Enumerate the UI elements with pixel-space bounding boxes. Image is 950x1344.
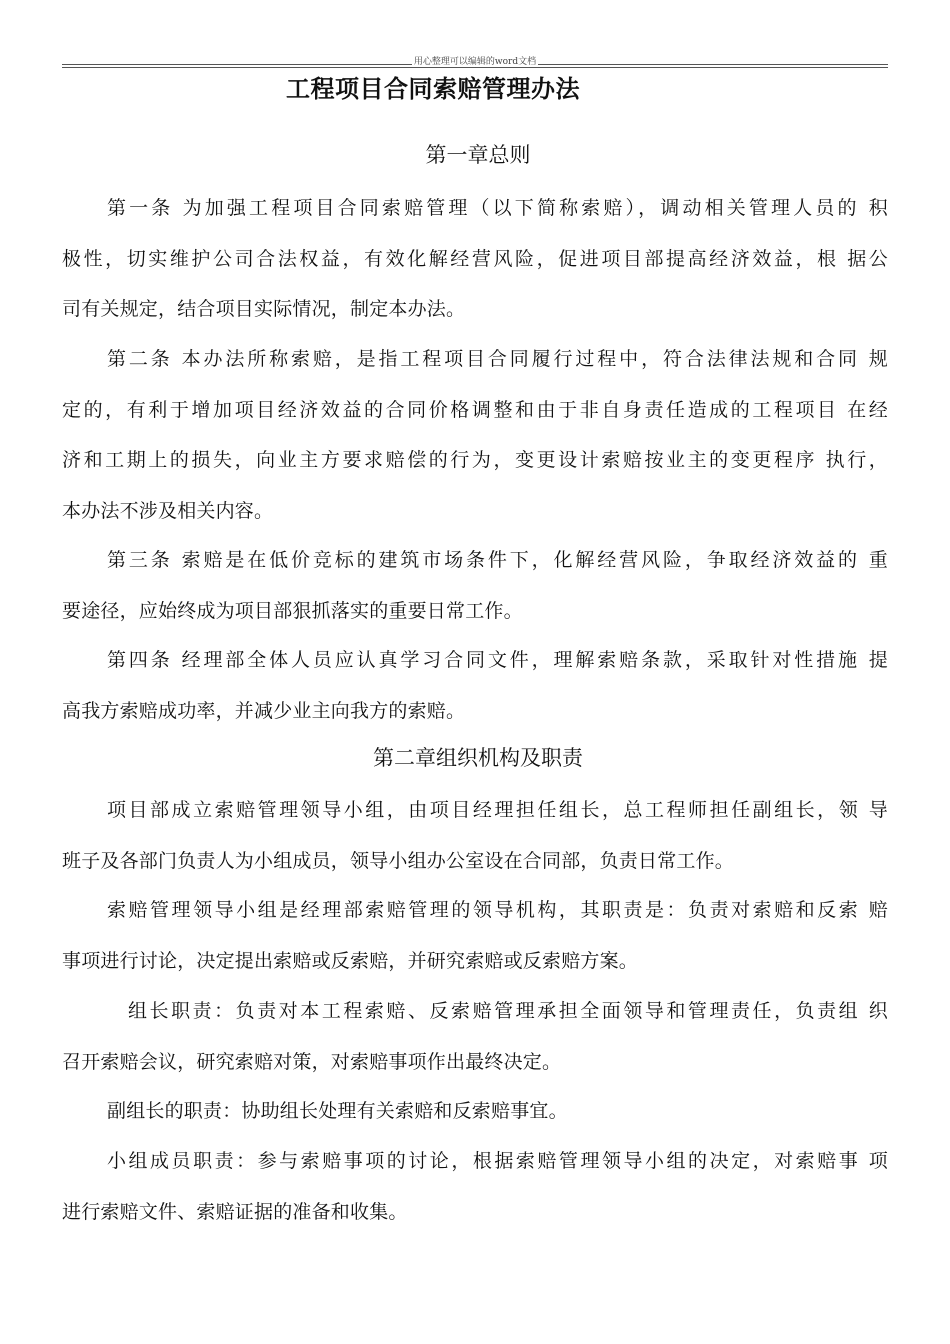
article-3-line-2: 要途径，应始终成为项目部狠抓落实的重要日常工作。	[62, 599, 523, 622]
header-note-text: 用心整理可以编辑的word文档	[413, 57, 537, 67]
chapter-2-para-2-line-2: 事项进行讨论，决定提出索赔或反索赔，并研究索赔或反索赔方案。	[62, 949, 639, 972]
article-1-line-3: 司有关规定，结合项目实际情况，制定本办法。	[62, 298, 466, 320]
article-2-line-3: 济和工期上的损失，向业主方要求赔偿的行为，变更设计索赔按业主的变更程序 执行，	[62, 449, 888, 471]
article-1	[62, 183, 888, 335]
article-4	[62, 635, 888, 736]
chapter-2-para-2	[62, 885, 888, 986]
article-4-line-1: 第四条 经理部全体人员应认真学习合同文件，理解索赔条款，采取针对性措施 提	[107, 649, 888, 671]
article-3-line-1: 第三条 索赔是在低价竞标的建筑市场条件下，化解经营风险，争取经济效益的 重	[107, 549, 888, 571]
article-1-line-1: 第一条 为加强工程项目合同索赔管理（以下简称索赔），调动相关管理人员的 积	[107, 197, 888, 219]
chapter-2-heading: 第二章组织机构及职责	[373, 746, 583, 770]
chapter-2-para-1-line-1: 项目部成立索赔管理领导小组，由项目经理担任组长，总工程师担任副组长，领 导	[107, 799, 888, 821]
article-4-line-2: 高我方索赔成功率，并减少业主向我方的索赔。	[62, 699, 466, 722]
article-2-line-1: 第二条 本办法所称索赔，是指工程项目合同履行过程中，符合法律法规和合同 规	[107, 348, 888, 370]
chapter-2-para-3	[62, 986, 888, 1087]
chapter-2-para-2-line-1: 索赔管理领导小组是经理部索赔管理的领导机构，其职责是：负责对索赔和反索 赔	[107, 899, 888, 921]
article-3	[62, 535, 888, 636]
chapter-2-para-5-line-1: 小组成员职责：参与索赔事项的讨论，根据索赔管理领导小组的决定，对索赔事 项	[107, 1150, 888, 1172]
chapter-1-heading: 第一章总则	[425, 143, 531, 167]
chapter-2-para-4	[62, 1086, 888, 1137]
document-title: 工程项目合同索赔管理办法	[286, 75, 580, 103]
chapter-2-para-3-line-2: 召开索赔会议，研究索赔对策，对索赔事项作出最终决定。	[62, 1050, 562, 1073]
article-2-line-4: 本办法不涉及相关内容。	[62, 499, 274, 522]
chapter-2-para-5	[62, 1136, 888, 1237]
chapter-2-para-1-line-2: 班子及各部门负责人为小组成员，领导小组办公室设在合同部，负责日常工作。	[62, 849, 735, 872]
article-1-line-2: 极性，切实维护公司合法权益，有效化解经营风险，促进项目部提高经济效益，根 据公	[62, 247, 888, 270]
article-2-line-2: 定的，有利于增加项目经济效益的合同价格调整和由于非自身责任造成的工程项目 在经	[62, 398, 888, 421]
article-2	[62, 334, 888, 536]
chapter-2-para-5-line-2: 进行索赔文件、索赔证据的准备和收集。	[62, 1200, 408, 1223]
chapter-2-para-3-line-1: 组长职责：负责对本工程索赔、反索赔管理承担全面领导和管理责任，负责组 织	[128, 1000, 888, 1022]
chapter-2-para-1	[62, 785, 888, 886]
header-note	[0, 56, 950, 68]
chapter-2-para-4-line-1: 副组长的职责：协助组长处理有关索赔和反索赔事宜。	[107, 1100, 568, 1122]
